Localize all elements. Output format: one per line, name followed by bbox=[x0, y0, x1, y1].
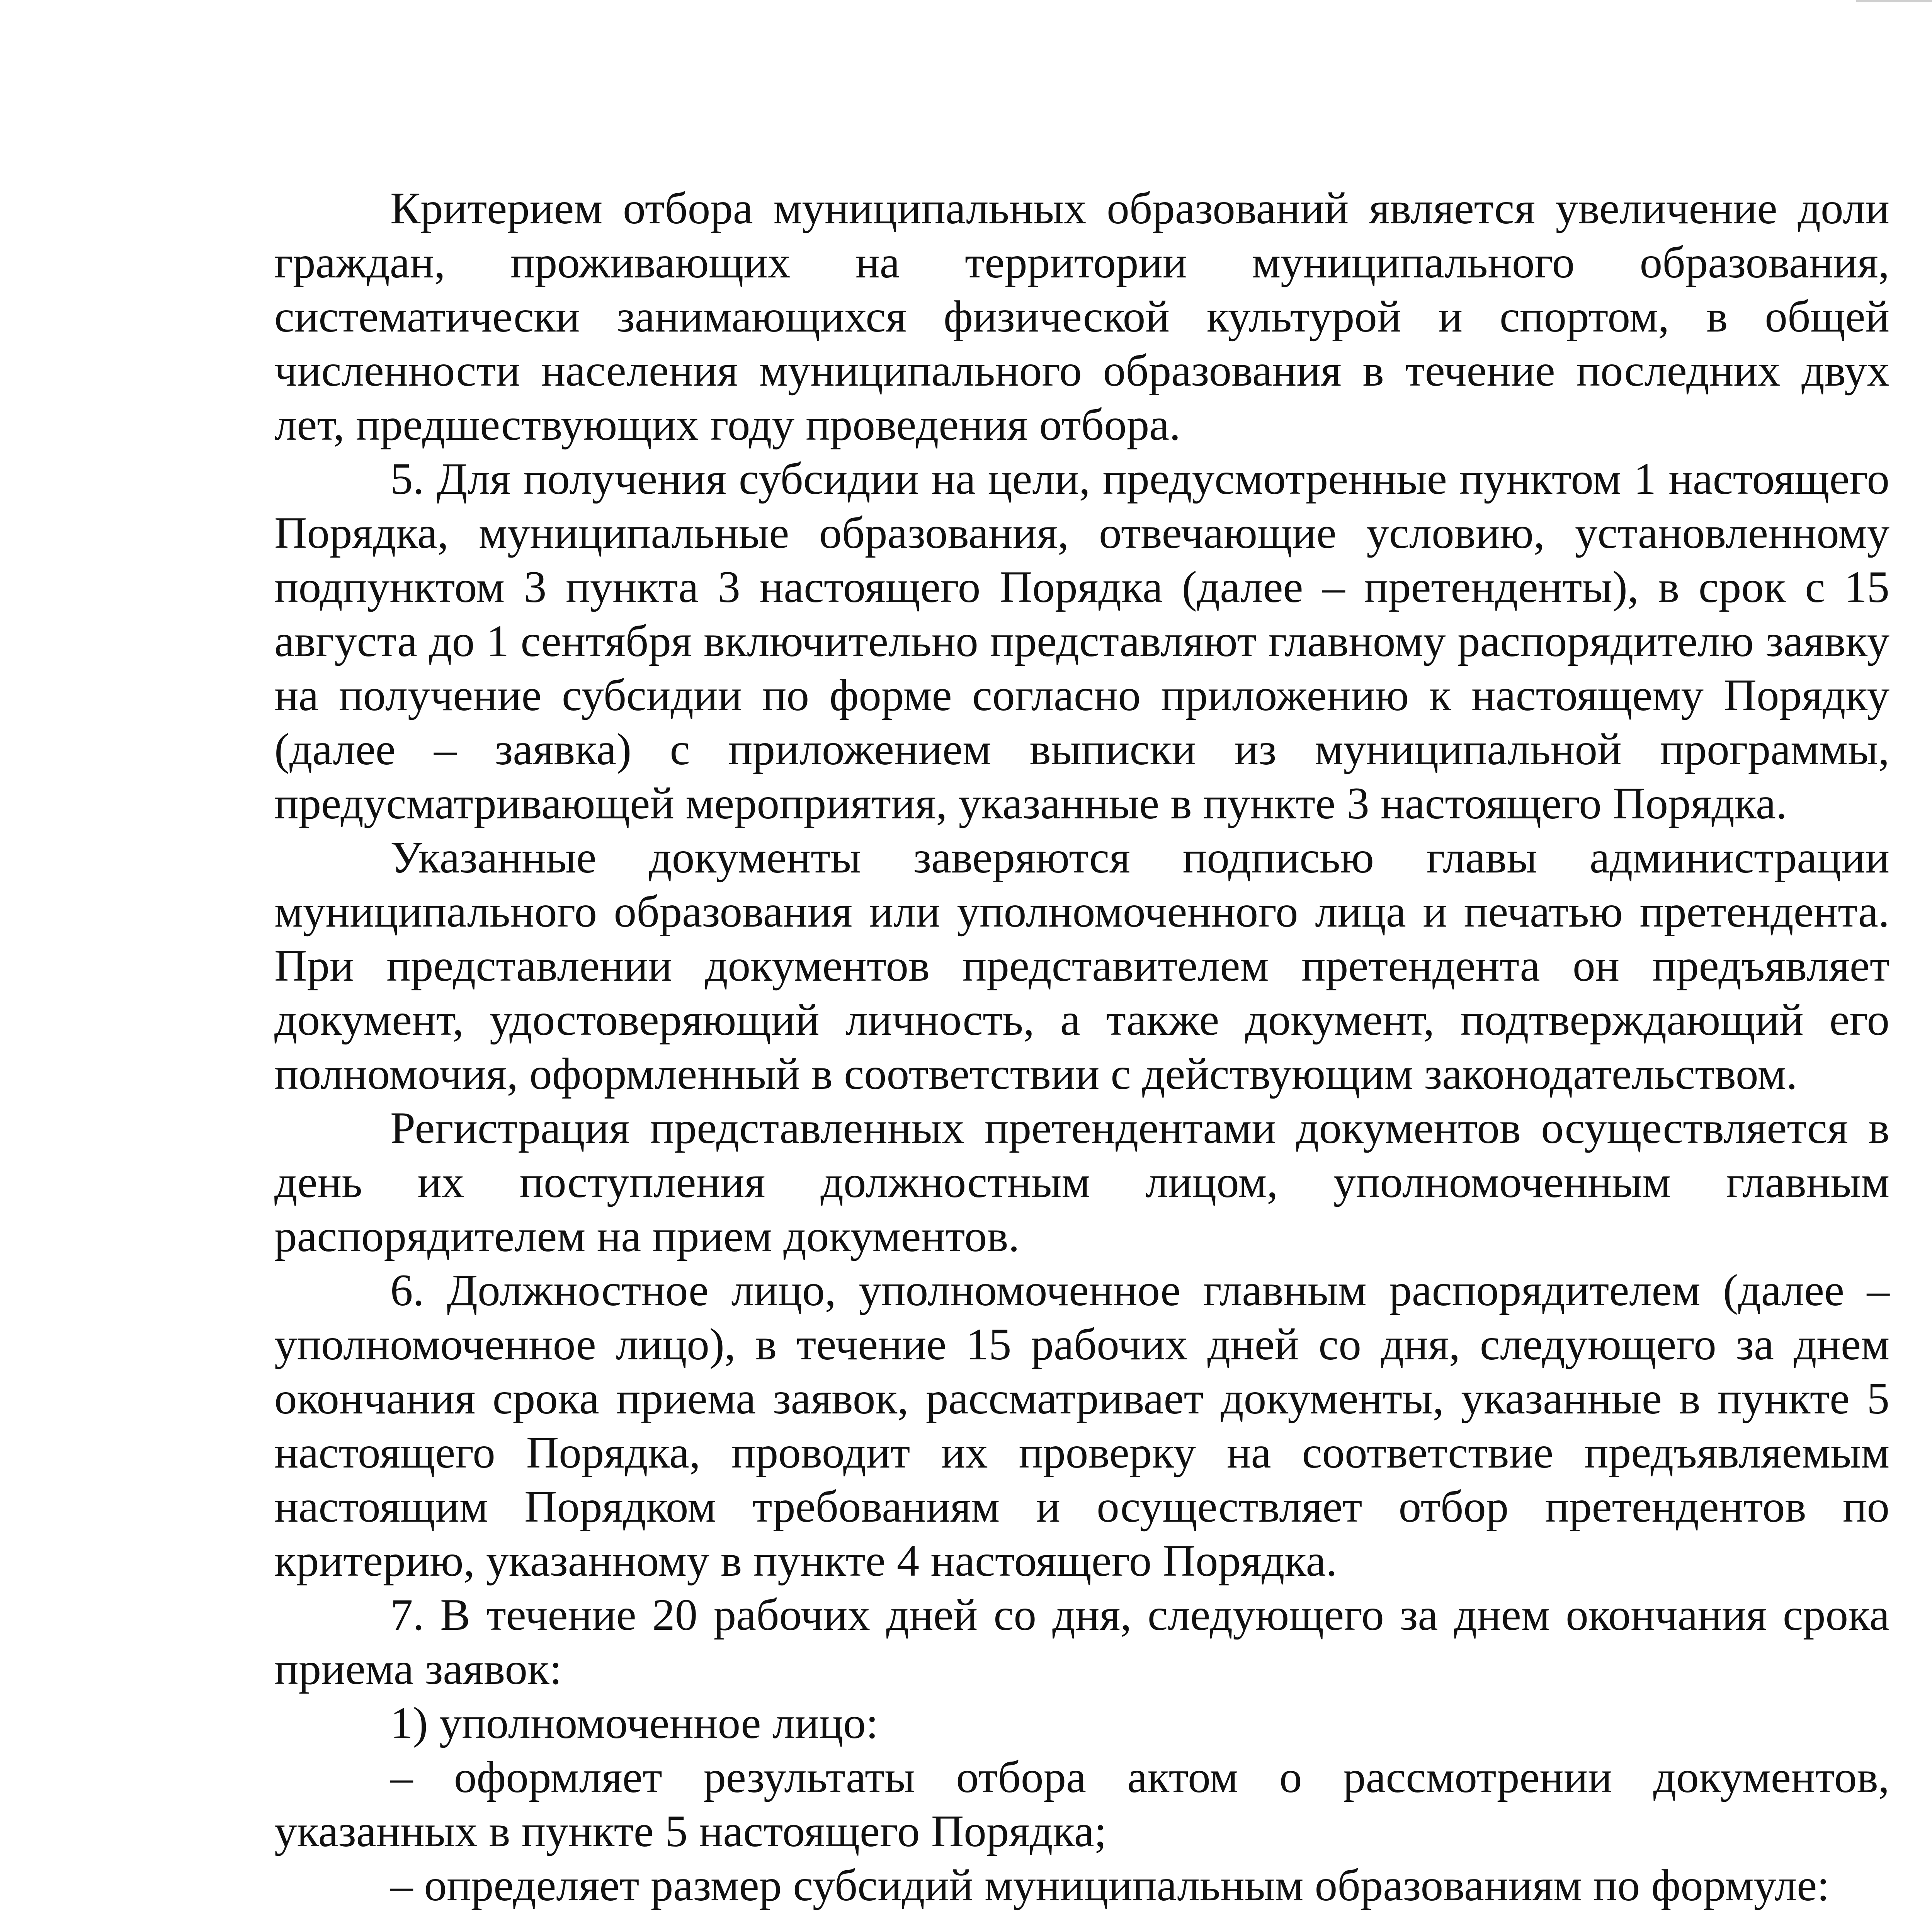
paragraph-subitem-1: 1) уполномоченное лицо: bbox=[390, 1698, 879, 1748]
paragraph-documents-certification: Указанные документы заверяются подписью главы администрации муниципального образования или уполномоченного лица и печатью претендента. При представлении документов представителем претендента он предъявляет документ, удостоверяющий личность, а также документ, подтверждающий его полномочия, оформленный в соответствии с действующим законодательством. bbox=[274, 833, 1889, 1099]
paragraph-item-7: 7. В течение 20 рабочих дней со дня, следующего за днем окончания срока приема заявок: bbox=[274, 1590, 1889, 1694]
paragraph-dash-formalize: – оформляет результаты отбора актом о рассмотрении документов, указанных в пункте 5 настоящего Порядка; bbox=[274, 1752, 1889, 1856]
paragraph-criterion: Критерием отбора муниципальных образований является увеличение доли граждан, проживающих на территории муниципального образования, систематически занимающихся физической культурой и спортом, в общей численности населения муниципального образования в течение последних двух лет, предшествующих году проведения отбора. bbox=[274, 184, 1889, 450]
document-body bbox=[274, 182, 1889, 1932]
paragraph-item-5: 5. Для получения субсидии на цели, предусмотренные пунктом 1 настоящего Порядка, муниципальные образования, отвечающие условию, установленному подпунктом 3 пункта 3 настоящего Порядка (далее – претенденты), в срок с 15 августа до 1 сентября включительно представляют главному распорядителю заявку на получение субсидии по форме согласно приложению к настоящему Порядку (далее – заявка) с приложением выписки из муниципальной программы, предусматривающей мероприятия, указанные в пункте 3 настоящего Порядка. bbox=[274, 454, 1889, 828]
paragraph-item-6: 6. Должностное лицо, уполномоченное главным распорядителем (далее – уполномоченное лицо), в течение 15 рабочих дней со дня, следующего за днем окончания срока приема заявок, рассматривает документы, указанные в пункте 5 настоящего Порядка, проводит их проверку на соответствие предъявляемым настоящим Порядком требованиям и осуществляет отбор претендентов по критерию, указанному в пункте 4 настоящего Порядка. bbox=[274, 1265, 1889, 1586]
scan-edge-top bbox=[1856, 0, 1932, 2]
paragraph-registration: Регистрация представленных претендентами документов осуществляется в день их поступления должностным лицом, уполномоченным главным распорядителем на прием документов. bbox=[274, 1103, 1889, 1261]
paragraph-dash-determine: – определяет размер субсидий муниципальным образованиям по формуле: bbox=[390, 1861, 1830, 1910]
